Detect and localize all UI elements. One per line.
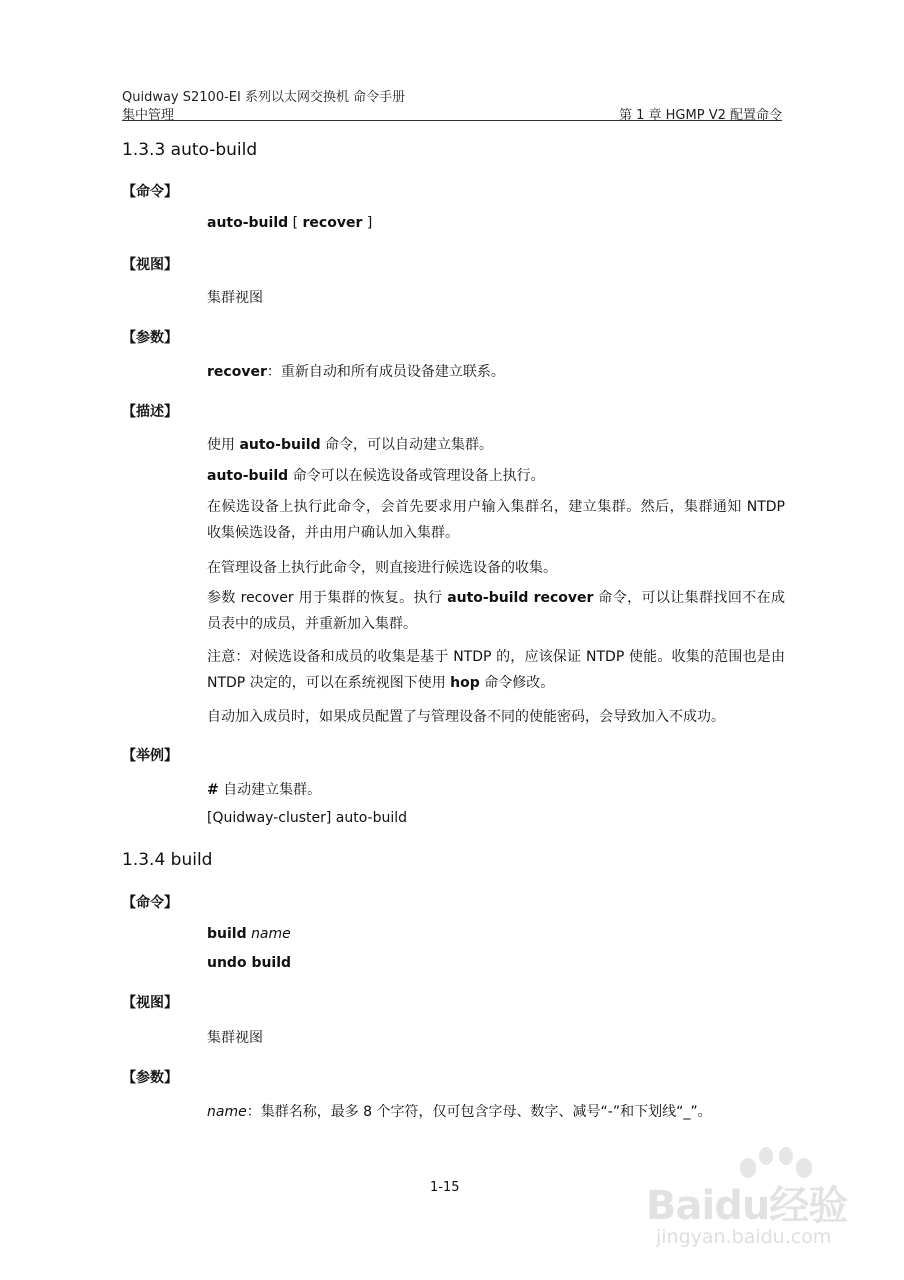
description-para-4: 在管理设备上执行此命令，则直接进行候选设备的收集。 (207, 560, 557, 576)
parameter-recover (207, 361, 505, 381)
description-line-2 (207, 465, 545, 485)
text: 命令可以在候选设备或管理设备上执行。 (288, 468, 545, 484)
text: 命令，可以自动建立集群。 (320, 437, 494, 453)
section-name: 集中管理 (122, 108, 175, 123)
command-label: 【命令】 (122, 895, 178, 911)
command-keyword: undo build (207, 955, 292, 971)
command-syntax-build (207, 926, 291, 942)
bracket-close: ] (362, 215, 373, 231)
view-label: 【视图】 (122, 995, 178, 1011)
section-heading-auto-build: 1.3.3 auto-build (122, 140, 258, 160)
command-syntax (207, 215, 372, 231)
example-label: 【举例】 (122, 748, 178, 764)
text: 参数 recover 用于集群的恢复。执行 (207, 590, 448, 606)
view-value: 集群视图 (207, 290, 263, 306)
command-keyword: auto-build (239, 437, 321, 453)
text: 命令修改。 (479, 675, 555, 691)
section-heading-build: 1.3.4 build (122, 850, 213, 870)
command-keyword: hop (450, 675, 480, 691)
view-label: 【视图】 (122, 257, 178, 273)
description-para-3: 在候选设备上执行此命令，会首先要求用户输入集群名，建立集群。然后，集群通知 NTDP 收集候选设备，并由用户确认加入集群。 (207, 499, 785, 541)
command-syntax-undo-build (207, 955, 291, 971)
hash-mark: # (207, 782, 219, 798)
parameter-desc: ：集群名称，最多 8 个字符，仅可包含字母、数字、减号“-”和下划线“_”。 (246, 1104, 712, 1120)
chapter-title: 第 1 章 HGMP V2 配置命令 (618, 108, 782, 123)
example-comment (207, 779, 321, 799)
header-divider (122, 120, 782, 121)
parameter-name: name (207, 1104, 247, 1120)
parameter-label: 【参数】 (122, 1070, 178, 1086)
command-keyword: auto-build (207, 468, 289, 484)
watermark-logo: Baidu经验 (646, 1183, 848, 1229)
parameter-name-desc (207, 1101, 712, 1121)
text: 自动建立集群。 (218, 782, 322, 798)
example-command: [Quidway-cluster] auto-build (207, 810, 408, 826)
description-para-6 (207, 644, 785, 696)
command-keyword: build (207, 926, 247, 942)
text: 注意：对候选设备和成员的收集是基于 NTDP 的，应该保证 NTDP 使能。收集的范围也是由 NTDP 决定的，可以在系统视图下使用 (207, 649, 785, 691)
description-line-1 (207, 434, 493, 454)
command-keyword: auto-build recover (447, 590, 594, 606)
description-label: 【描述】 (122, 404, 178, 420)
parameter-label: 【参数】 (122, 330, 178, 346)
page-number: 1-15 (430, 1180, 460, 1195)
watermark-url: jingyan.baidu.com (656, 1226, 832, 1248)
command-argument: name (251, 926, 291, 942)
text: 使用 (207, 437, 240, 453)
description-para-7: 自动加入成员时，如果成员配置了与管理设备不同的使能密码，会导致加入不成功。 (207, 709, 725, 725)
bracket-open: [ (288, 215, 303, 231)
parameter-desc: ：重新自动和所有成员设备建立联系。 (266, 364, 505, 380)
command-label: 【命令】 (122, 184, 178, 200)
text: 命令，可以让集群找回不在成员表中的成员，并重新加入集群。 (207, 590, 785, 632)
description-para-5 (207, 585, 785, 637)
command-keyword: auto-build (207, 215, 289, 231)
baidu-watermark (640, 1140, 870, 1260)
manual-title: Quidway S2100-EI 系列以太网交换机 命令手册 (122, 90, 406, 105)
parameter-name: recover (207, 364, 267, 380)
command-option: recover (302, 215, 363, 231)
view-value: 集群视图 (207, 1030, 263, 1046)
